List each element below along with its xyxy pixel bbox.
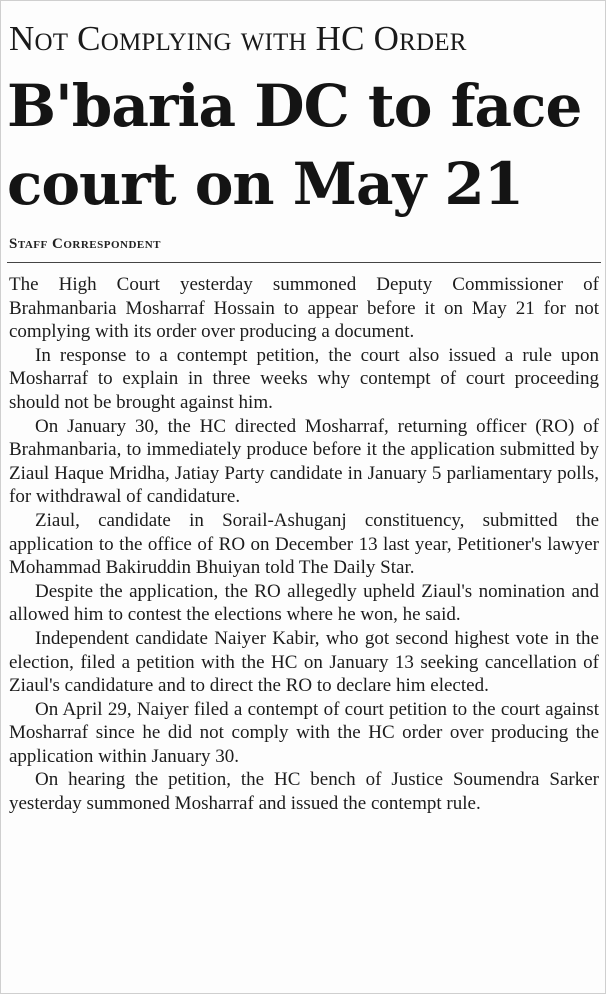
byline-divider: [7, 262, 601, 263]
article-paragraph: Despite the application, the RO allegedly upheld Ziaul's nomination and allowed him to contest the elections where he won, he said.: [9, 580, 599, 626]
article-paragraph: The High Court yesterday summoned Deputy Commissioner of Brahmanbaria Mosharraf Hossain to appear before it on May 21 for not complying with its order over producing a document.: [9, 274, 599, 343]
article-paragraph: Ziaul, candidate in Sorail-Ashuganj constituency, submitted the application to the office of RO on December 13 last year, Petitioner's lawyer Mohammad Bakiruddin Bhuiyan told The Daily Star.: [9, 509, 599, 579]
article-paragraph: In response to a contempt petition, the court also issued a rule upon Mosharraf to explain in three weeks why contempt of court proceeding should not be brought against him.: [9, 344, 599, 413]
article-kicker: Not Complying with HC Order: [9, 19, 467, 58]
article-paragraph: On April 29, Naiyer filed a contempt of court petition to the court against Mosharraf since he did not comply with the HC order over producing the application within January 30.: [9, 698, 599, 767]
headline-line-1: B'baria DC to face: [7, 72, 582, 140]
article-body: [9, 273, 599, 816]
article-paragraph: Independent candidate Naiyer Kabir, who got second highest vote in the election, filed a petition with the HC on January 13 seeking cancellation of Ziaul's candidature and to direct the RO to declare him elected.: [9, 627, 599, 697]
article-paragraph: On hearing the petition, the HC bench of Justice Soumendra Sarker yesterday summoned Mosharraf and issued the contempt rule.: [9, 769, 599, 815]
headline-line-2: court on May 21: [7, 150, 524, 218]
article-paragraph: On January 30, the HC directed Mosharraf, returning officer (RO) of Brahmanbaria, to immediately produce before it the application submitted by Ziaul Haque Mridha, Jatiay Party candidate in January 5 parliamentary polls, for withdrawal of candidature.: [9, 415, 599, 508]
article-headline: [7, 67, 605, 223]
article-byline: Staff Correspondent: [9, 236, 162, 252]
